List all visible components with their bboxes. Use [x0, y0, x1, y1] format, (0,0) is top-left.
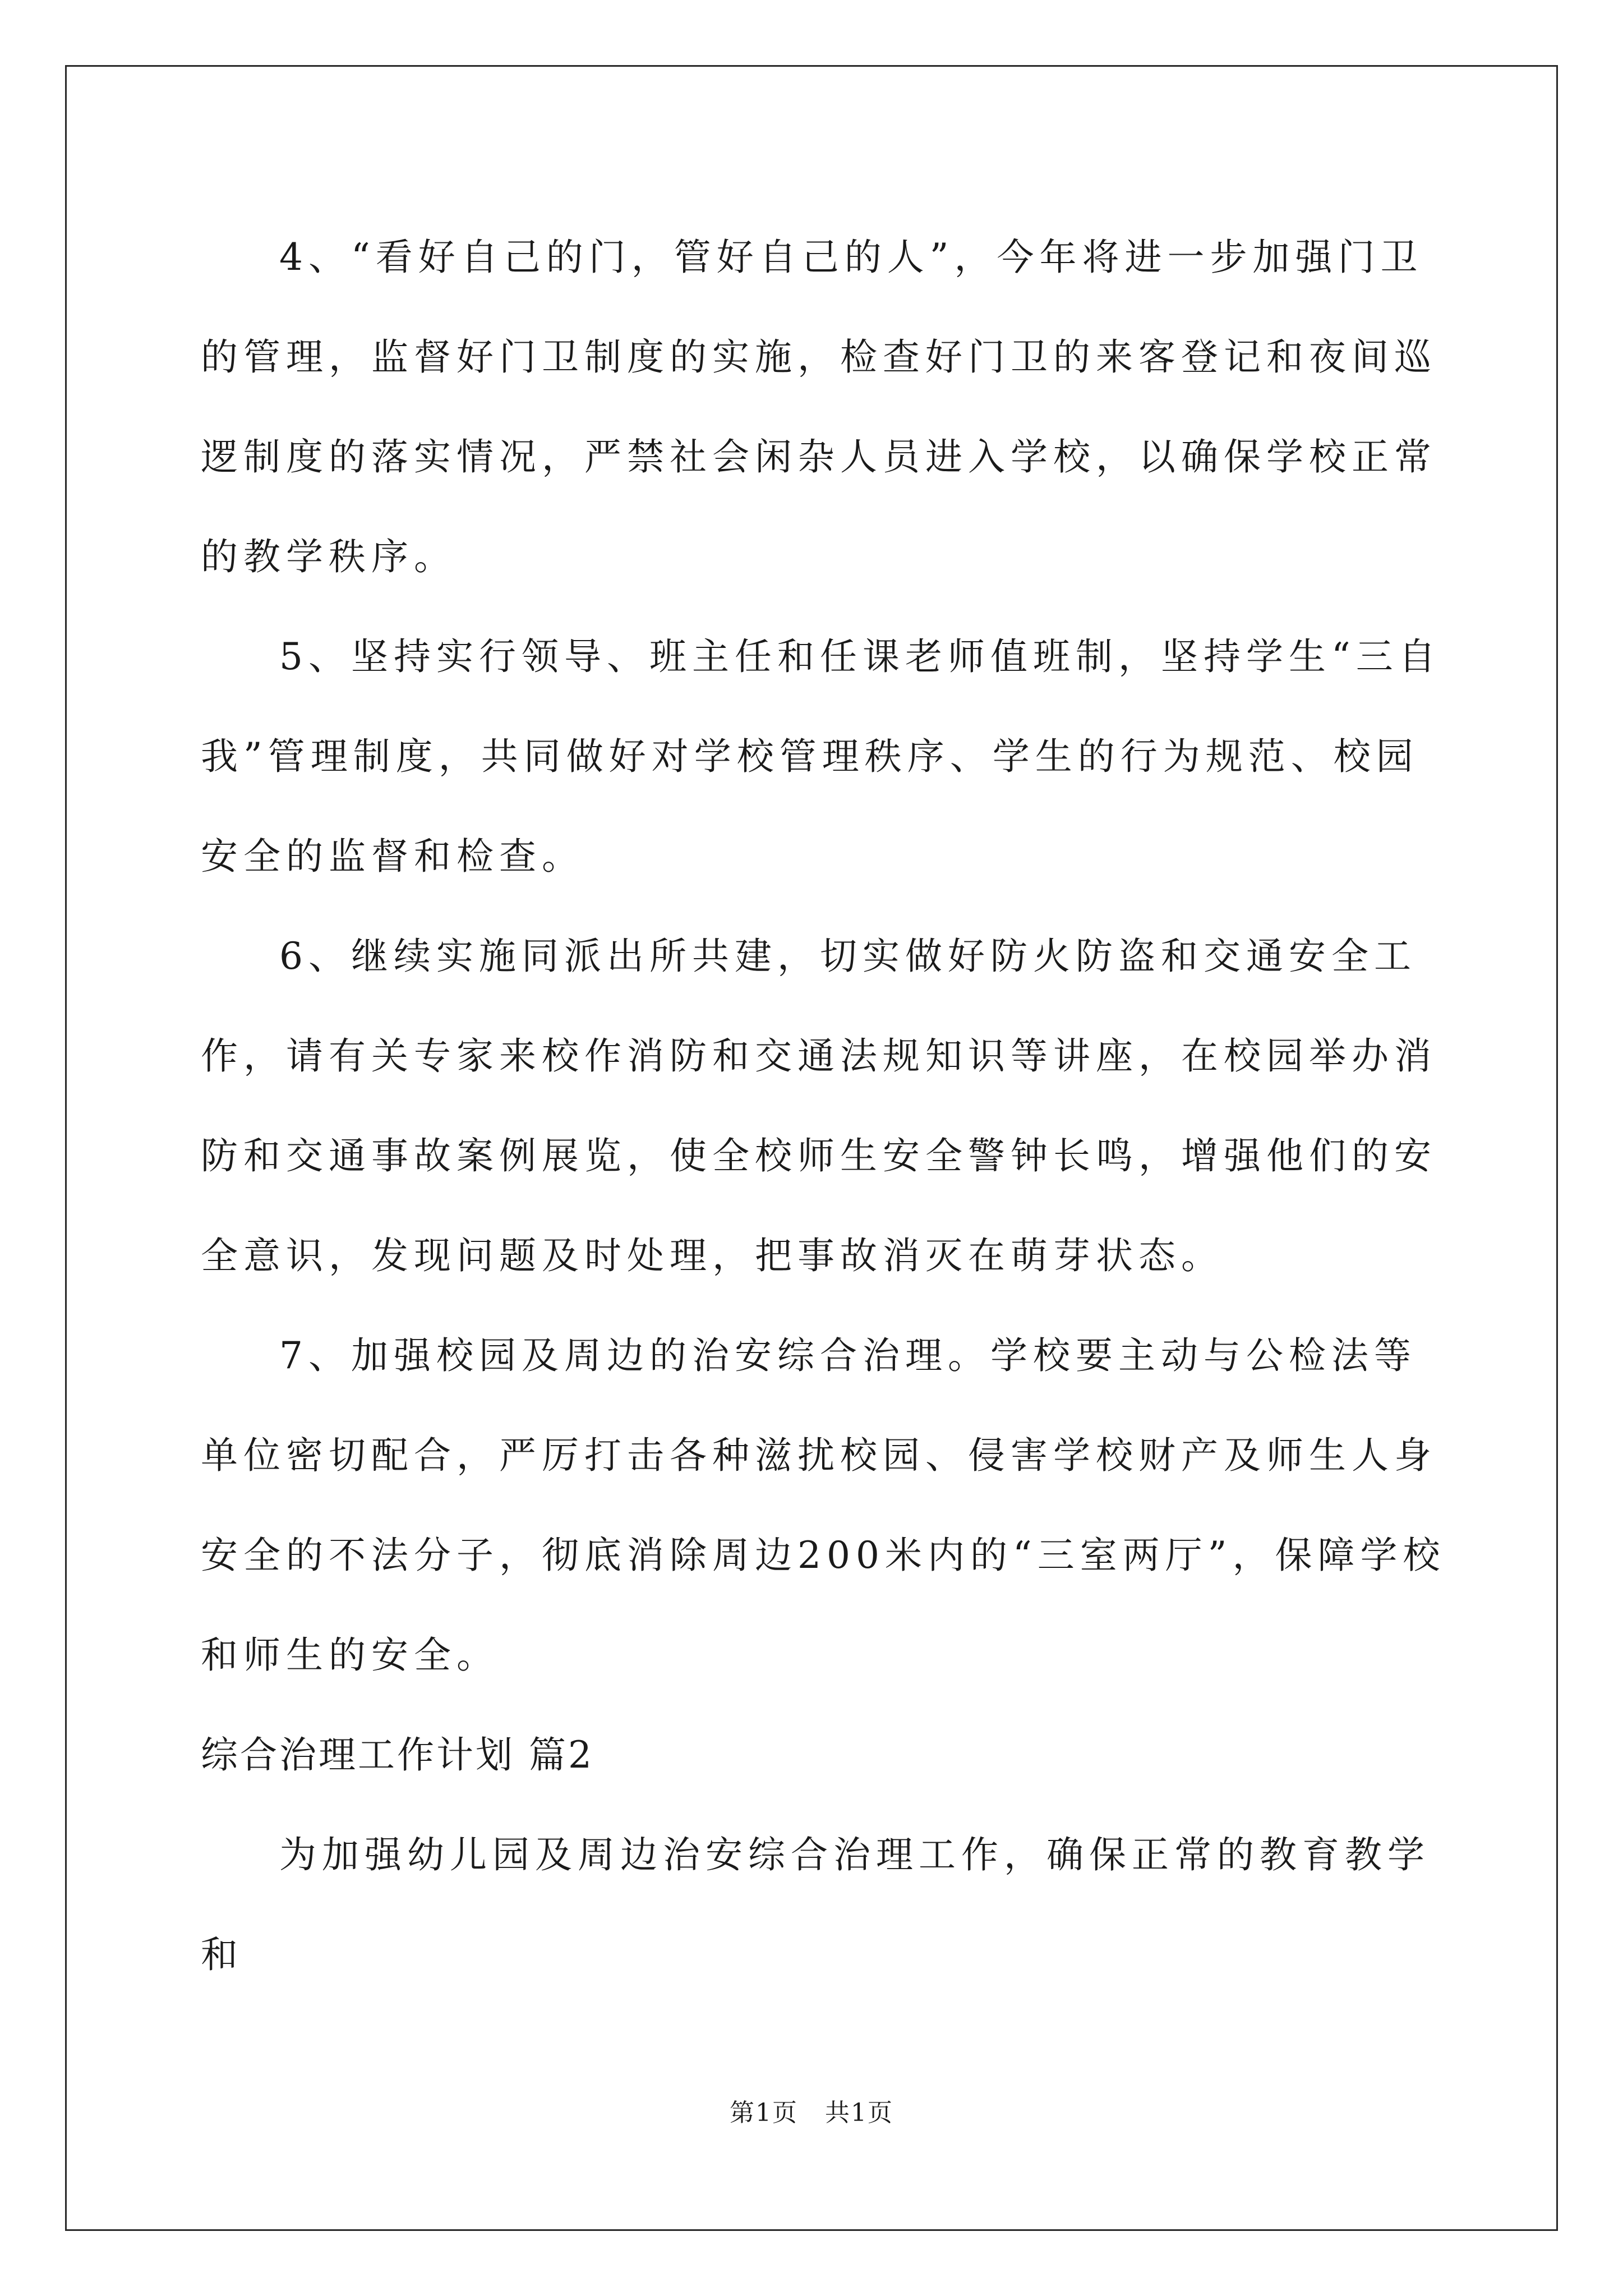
section-heading: 综合治理工作计划 篇2 [201, 1733, 594, 1777]
paragraph-item-6: 6、继续实施同派出所共建，切实做好防火防盗和交通安全工作，请有关专家来校作消防和交通法规知识等讲座，在校园举办消防和交通事故案例展览，使全校师生安全警钟长鸣，增强他们的安全意识，发现问题及时处理，把事故消灭在萌芽状态。 [201, 935, 1437, 1277]
section-intro-paragraph: 为加强幼儿园及周边治安综合治理工作，确保正常的教育教学和 [201, 1833, 1430, 1976]
page-footer [0, 2092, 1623, 2128]
paragraph-item-4: 4、“看好自己的门，管好自己的人”，今年将进一步加强门卫的管理，监督好门卫制度的实施，检查好门卫的来客登记和夜间巡逻制度的落实情况，严禁社会闲杂人员进入学校，以确保学校正常的教学秩序。 [201, 236, 1437, 578]
document-body [201, 208, 1451, 2005]
page-number-total: 共1页 [825, 2099, 893, 2127]
page-number-current: 第1页 [730, 2099, 798, 2127]
paragraph-item-7: 7、加强校园及周边的治安综合治理。学校要主动与公检法等单位密切配合，严厉打击各种滋扰校园、侵害学校财产及师生人身安全的不法分子，彻底消除周边200米内的“三室两厅”，保障学校和师生的安全。 [201, 1334, 1446, 1677]
paragraph-item-5: 5、坚持实行领导、班主任和任课老师值班制，坚持学生“三自我”管理制度，共同做好对学校管理秩序、学生的行为规范、校园安全的监督和检查。 [201, 635, 1441, 878]
